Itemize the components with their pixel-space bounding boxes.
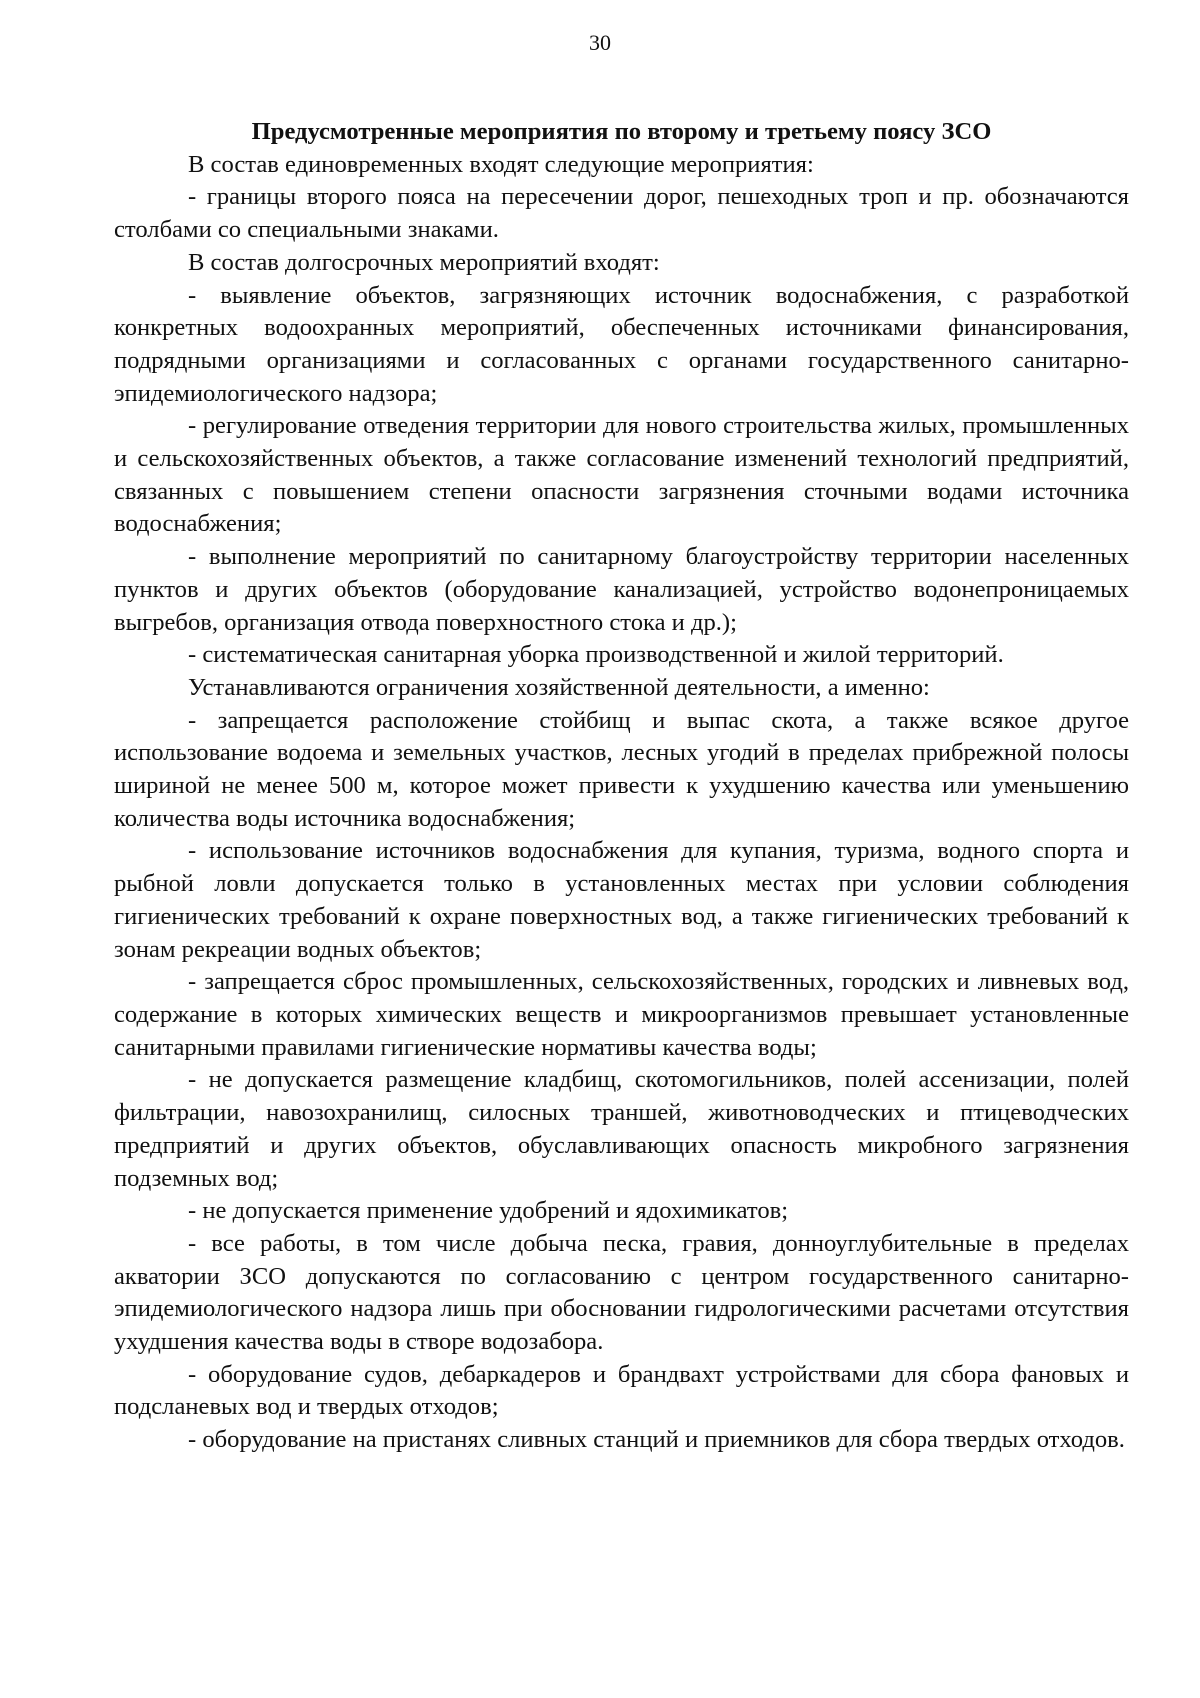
paragraph-sanitary-improvement: - выполнение мероприятий по санитарному благоустройству территории населенных пунктов и других объектов (оборудование канализацией, устройство водонепроницаемых выгребов, организация отвода поверхностного стока и др.); <box>114 543 1129 636</box>
paragraph-fertilizers-ban: - не допускается применение удобрений и ядохимикатов; <box>188 1197 789 1225</box>
document-body <box>114 116 1129 1457</box>
paragraph-livestock-ban: - запрещается расположение стойбищ и выпас скота, а также всякое другое использование водоема и земельных участков, лесных угодий в пределах прибрежной полосы шириной не менее 500 м, которое может привести к ухудшению качества или уменьшению количества воды источника водоснабжения; <box>114 706 1129 832</box>
paragraph-aquatic-works: - все работы, в том числе добыча песка, гравия, донноуглубительные в пределах акватории ЗСО допускаются по согласованию с центром государственного санитарно-эпидемиологического надзора лишь при обосновании гидрологическими расчетами отсутствия ухудшения качества воды в створе водозабора. <box>114 1229 1129 1356</box>
paragraph-long-term-measures-intro: В состав долгосрочных мероприятий входят: <box>188 248 660 276</box>
paragraph-pollution-sources: - выявление объектов, загрязняющих источник водоснабжения, с разработкой конкретных водоохранных мероприятий, обеспеченных источниками финансирования, подрядными организациями и согласованных с органами государственного санитарно-эпидемиологического надзора; <box>114 281 1129 407</box>
paragraph-second-belt-boundaries: - границы второго пояса на пересечении дорог, пешеходных троп и пр. обозначаются столбами со специальными знаками. <box>114 183 1129 244</box>
paragraph-pier-stations: - оборудование на пристанях сливных станций и приемников для сбора твердых отходов. <box>188 1426 1125 1454</box>
paragraph-territory-allocation: - регулирование отведения территории для нового строительства жилых, промышленных и сельскохозяйственных объектов, а также согласование изменений технологий предприятий, связанных с повышением степени опасности загрязнения сточными водами источника водоснабжения; <box>114 412 1129 538</box>
paragraph-wastewater-discharge: - запрещается сброс промышленных, сельскохозяйственных, городских и ливневых вод, содержание в которых химических веществ и микроорганизмов превышает установленные санитарными правилами гигиенические нормативы качества воды; <box>114 968 1129 1061</box>
paragraph-restrictions-intro: Устанавливаются ограничения хозяйственной деятельности, а именно: <box>188 673 930 701</box>
paragraph-one-time-measures-intro: В состав единовременных входят следующие мероприятия: <box>188 150 814 178</box>
paragraph-cemeteries-ban: - не допускается размещение кладбищ, скотомогильников, полей ассенизации, полей фильтрации, навозохранилищ, силосных траншей, животноводческих и птицеводческих предприятий и других объектов, обуславливающих опасность микробного загрязнения подземных вод; <box>114 1066 1129 1192</box>
paragraph-ship-equipment: - оборудование судов, дебаркадеров и брандвахт устройствами для сбора фановых и подсланевых вод и твердых отходов; <box>114 1360 1129 1421</box>
page-number: 30 <box>589 30 611 55</box>
section-heading: Предусмотренные мероприятия по второму и третьему поясу ЗСО <box>251 118 992 145</box>
paragraph-systematic-cleaning: - систематическая санитарная уборка производственной и жилой территорий. <box>188 641 1004 669</box>
paragraph-recreation-use: - использование источников водоснабжения для купания, туризма, водного спорта и рыбной ловли допускается только в установленных местах при условии соблюдения гигиенических требований к охране поверхностных вод, а также гигиенических требований к зонам рекреации водных объектов; <box>114 837 1129 963</box>
